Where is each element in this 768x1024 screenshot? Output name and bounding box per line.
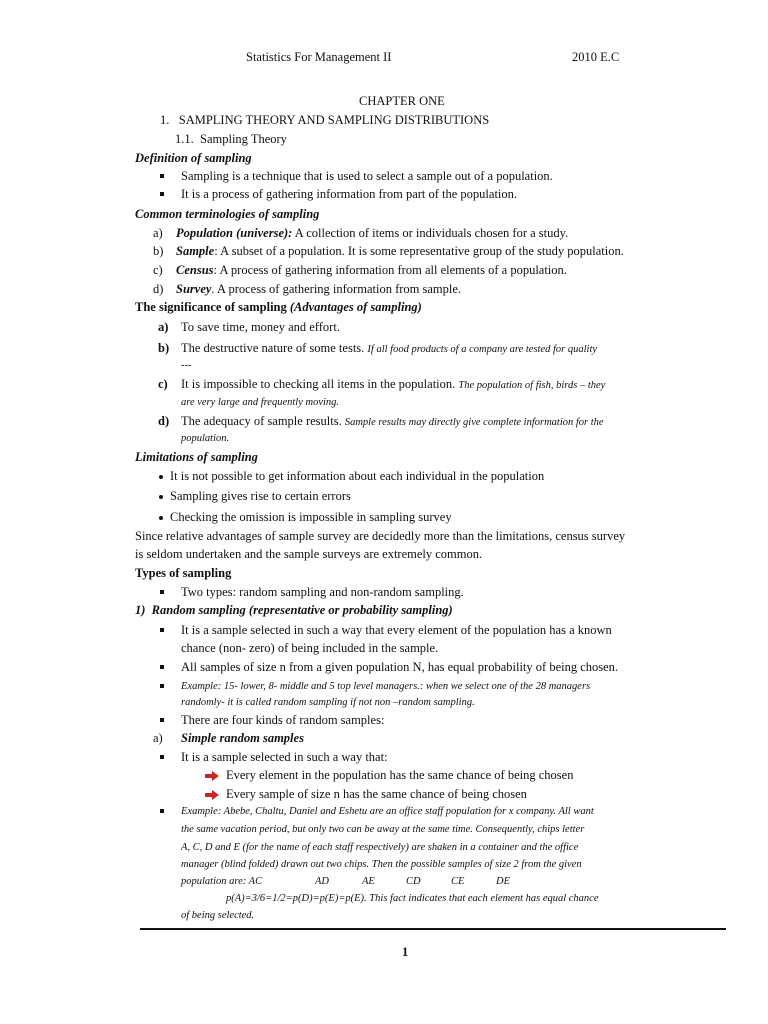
sample-pair: CE (451, 876, 465, 887)
terminology-item-population: Population (universe): A collection of items or individuals chosen for a study. (176, 226, 569, 240)
subsection-title: 1.1. Sampling Theory (175, 132, 287, 146)
example-line: the same vacation period, but only two can be away at the same time. Consequently, chips letter (181, 824, 585, 835)
random-example: Example: 15- lower, 8- middle and 5 top level managers.: when we select one of the 28 managers (181, 681, 591, 692)
bullet-dot-icon (159, 495, 163, 499)
arrow-right-icon (205, 790, 219, 800)
significance-note: population. (181, 433, 230, 444)
example-line-last: of being selected. (181, 910, 255, 921)
footer-divider (140, 928, 726, 930)
list-letter: b) (158, 341, 170, 355)
significance-item: It is impossible to checking all items in the population. The population of fish, birds – they (181, 377, 606, 391)
arrow-item: Every sample of size n has the same chance of being chosen (226, 787, 527, 801)
simple-random-item: It is a sample selected in such a way that: (181, 750, 388, 764)
list-letter: a) (158, 320, 169, 334)
definition-heading: Definition of sampling (135, 151, 252, 165)
sample-pair: AE (362, 876, 375, 887)
bullet-dot-icon (159, 475, 163, 479)
square-bullet-icon (160, 590, 164, 594)
square-bullet-icon (160, 174, 164, 178)
limitation-item: Sampling gives rise to certain errors (170, 489, 351, 503)
square-bullet-icon (160, 665, 164, 669)
sample-pair: AD (315, 876, 329, 887)
probability-line: p(A)=3/6=1/2=p(D)=p(E)=p(E). This fact indicates that each element has equal chance (226, 893, 599, 904)
limitations-heading: Limitations of sampling (135, 450, 258, 464)
definition-item: Sampling is a technique that is used to select a sample out of a population. (181, 169, 553, 183)
samples-label: population are: AC (181, 876, 263, 887)
random-item: All samples of size n from a given population N, has equal probability of being chosen. (181, 660, 619, 674)
terminologies-heading: Common terminologies of sampling (135, 207, 320, 221)
square-bullet-icon (160, 628, 164, 632)
list-letter: a) (153, 226, 163, 240)
limitation-item: It is not possible to get information about each individual in the population (170, 469, 545, 483)
significance-note: --- (181, 360, 192, 371)
types-item: Two types: random sampling and non-random sampling. (181, 585, 464, 599)
significance-item: To save time, money and effort. (181, 320, 340, 334)
simple-random-heading: Simple random samples (181, 731, 304, 745)
square-bullet-icon (160, 192, 164, 196)
list-letter: b) (153, 244, 164, 258)
example-line: manager (blind folded) drawn out two chips. Then the possible samples of size 2 from the given (181, 859, 582, 870)
arrow-item: Every element in the population has the same chance of being chosen (226, 768, 574, 782)
definition-item: It is a process of gathering information from part of the population. (181, 187, 518, 201)
limitation-item: Checking the omission is impossible in sampling survey (170, 510, 452, 524)
chapter-title: CHAPTER ONE (359, 94, 445, 108)
square-bullet-icon (160, 755, 164, 759)
section-title: 1. SAMPLING THEORY AND SAMPLING DISTRIBUTIONS (160, 113, 490, 127)
random-item: It is a sample selected in such a way that every element of the population has a known (181, 623, 612, 637)
limitations-paragraph: is seldom undertaken and the sample surveys are extremely common. (135, 547, 483, 561)
random-item: There are four kinds of random samples: (181, 713, 385, 727)
example-line: Example: Abebe, Chaltu, Daniel and Eshetu are an office staff population for x company. All want (181, 806, 594, 817)
terminology-item-survey: Survey. A process of gathering information from sample. (176, 282, 462, 296)
sample-pair: DE (496, 876, 510, 887)
significance-heading: The significance of sampling (Advantages of sampling) (135, 300, 422, 314)
terminology-item-sample: Sample: A subset of a population. It is some representative group of the study population. (176, 244, 624, 258)
header-course: Statistics For Management II (246, 50, 392, 64)
list-letter: a) (153, 731, 163, 745)
significance-item: The adequacy of sample results. Sample results may directly give complete information for the (181, 414, 604, 428)
random-item-cont: chance (non- zero) of being included in the sample. (181, 641, 439, 655)
bullet-dot-icon (159, 516, 163, 520)
page-number: 1 (402, 945, 409, 959)
limitations-paragraph: Since relative advantages of sample survey are decidedly more than the limitations, census survey (135, 529, 626, 543)
significance-note: are very large and frequently moving. (181, 397, 340, 408)
types-heading: Types of sampling (135, 566, 232, 580)
arrow-right-icon (205, 771, 219, 781)
list-letter: c) (153, 263, 163, 277)
significance-item: The destructive nature of some tests. If all food products of a company are tested for quality (181, 341, 598, 355)
example-line: A, C, D and E (for the name of each staff respectively) are shaken in a container and the office (181, 842, 579, 853)
header-year: 2010 E.C (572, 50, 620, 64)
list-letter: d) (153, 282, 164, 296)
terminology-item-census: Census: A process of gathering information from all elements of a population. (176, 263, 567, 277)
random-heading: 1) Random sampling (representative or probability sampling) (135, 603, 453, 617)
list-letter: d) (158, 414, 170, 428)
square-bullet-icon (160, 684, 164, 688)
square-bullet-icon (160, 718, 164, 722)
random-example-cont: randomly- it is called random sampling if not non –random sampling. (181, 697, 475, 708)
sample-pair: CD (406, 876, 421, 887)
square-bullet-icon (160, 809, 164, 813)
list-letter: c) (158, 377, 168, 391)
